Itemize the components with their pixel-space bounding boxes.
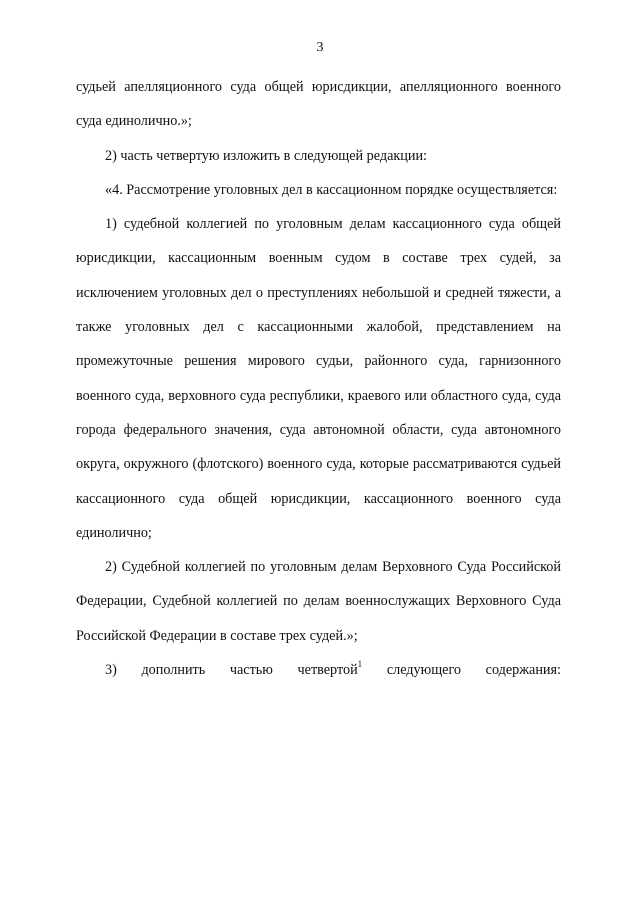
paragraph-3: «4. Рассмотрение уголовных дел в кассационном порядке осуществляется:	[105, 181, 558, 198]
paragraph-2: 2) часть четвертую изложить в следующей редакции:	[105, 147, 427, 164]
page-number: 3	[316, 40, 324, 55]
paragraph-6-text-after: следующего содержания:	[362, 662, 561, 679]
paragraph-1: судьей апелляционного суда общей юрисдикции, апелляционного военного суда единолично.»;	[76, 79, 561, 130]
document-body	[76, 70, 561, 687]
paragraph-4: 1) судебной коллегией по уголовным делам кассационного суда общей юрисдикции, кассационным военным судом в составе трех судей, за исключением уголовных дел о преступлениях небольшой и средней тяжести, а также уголовных дел с кассационными жалобой, представлением на промежуточные решения мирового судьи, районного суда, гарнизонного военного суда, верховного суда республики, краевого или областного суда, суда города федерального значения, суда автономной области, суда автономного округа, окружного (флотского) военного суда, которые рассматриваются судьей кассационного суда общей юрисдикции, кассационного военного суда единолично;	[76, 216, 561, 541]
paragraph-6-text-before: 3) дополнить частью четвертой	[105, 662, 358, 679]
paragraph-5: 2) Судебной коллегией по уголовным делам Верховного Суда Российской Федерации, Судебной коллегией по делам военнослужащих Верховного Суда Российской Федерации в составе трех судей.»;	[76, 559, 561, 644]
paragraph-6	[76, 653, 561, 687]
superscript-marker: 1	[357, 659, 363, 670]
